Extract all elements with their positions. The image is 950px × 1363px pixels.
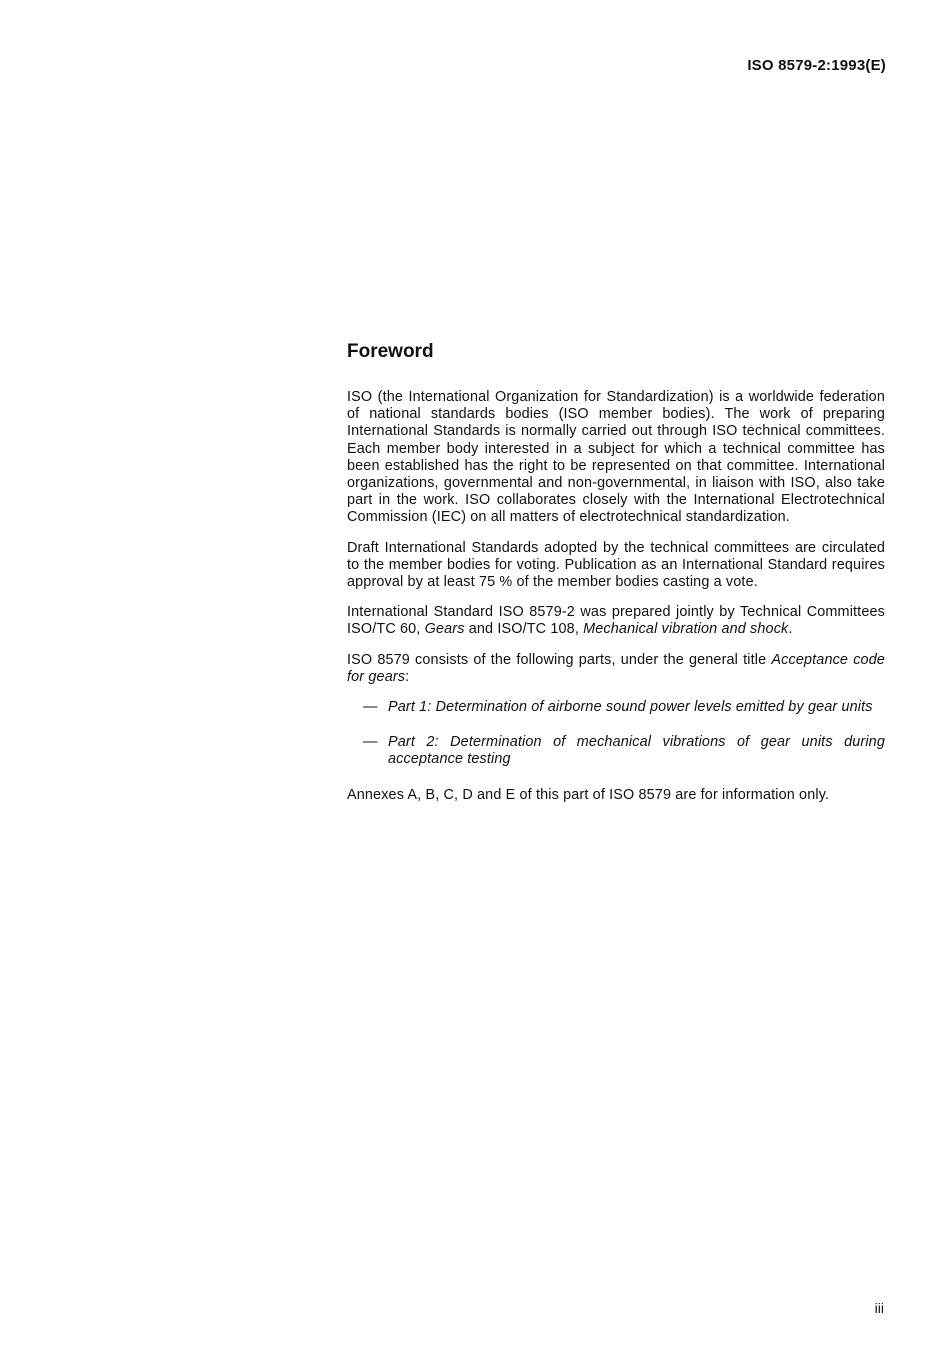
paragraph-annexes: Annexes A, B, C, D and E of this part of ISO 8579 are for information only.: [347, 786, 830, 803]
foreword-section: [347, 340, 885, 817]
part-2-title: Part 2: Determination of mechanical vibrations of gear units during acceptance testing: [388, 734, 885, 768]
general-title: Acceptance code for gears: [347, 651, 885, 685]
document-id: ISO 8579-2:1993(E): [747, 57, 886, 74]
committee-vibration: Mechanical vibration and shock: [583, 621, 789, 638]
list-item: [347, 699, 885, 716]
paragraph-preparation: [347, 604, 885, 638]
section-title: Foreword: [347, 341, 434, 362]
preparation-text-1: International Standard ISO 8579-2 was prepared jointly by Technical Committees ISO/TC 60,: [347, 604, 885, 638]
preparation-text-2: and ISO/TC 108,: [464, 621, 584, 638]
dash-bullet: —: [363, 699, 378, 716]
preparation-text-3: .: [788, 621, 793, 638]
paragraph-parts-intro: [347, 652, 885, 686]
part-1-title: Part 1: Determination of airborne sound power levels emitted by gear units: [388, 699, 873, 716]
parts-list: [347, 699, 885, 769]
page-number: iii: [874, 1300, 884, 1316]
parts-intro-text: ISO 8579 consists of the following parts, under the general title: [347, 651, 772, 668]
parts-intro-colon: :: [405, 668, 410, 685]
dash-bullet: —: [363, 734, 378, 751]
paragraph-iso-intro: ISO (the International Organization for Standardization) is a worldwide federation of national standards bodies (ISO member bodies). The work of preparing International Standards is normally carried out through ISO technical committees. Each member body interested in a subject for which a technical committee has been established has the right to be represented on that committee. International organizations, governmental and non-governmental, in liaison with ISO, also take part in the work. ISO collaborates closely with the International Electrotechnical Commission (IEC) on all matters of electrotechnical standardization.: [347, 389, 885, 526]
paragraph-draft-standards: Draft International Standards adopted by the technical committees are circulated to the member bodies for voting. Publication as an International Standard requires approval by at least 75 % of the member bodies casting a vote.: [347, 539, 885, 591]
list-item: [347, 734, 885, 768]
committee-gears: Gears: [424, 621, 465, 638]
